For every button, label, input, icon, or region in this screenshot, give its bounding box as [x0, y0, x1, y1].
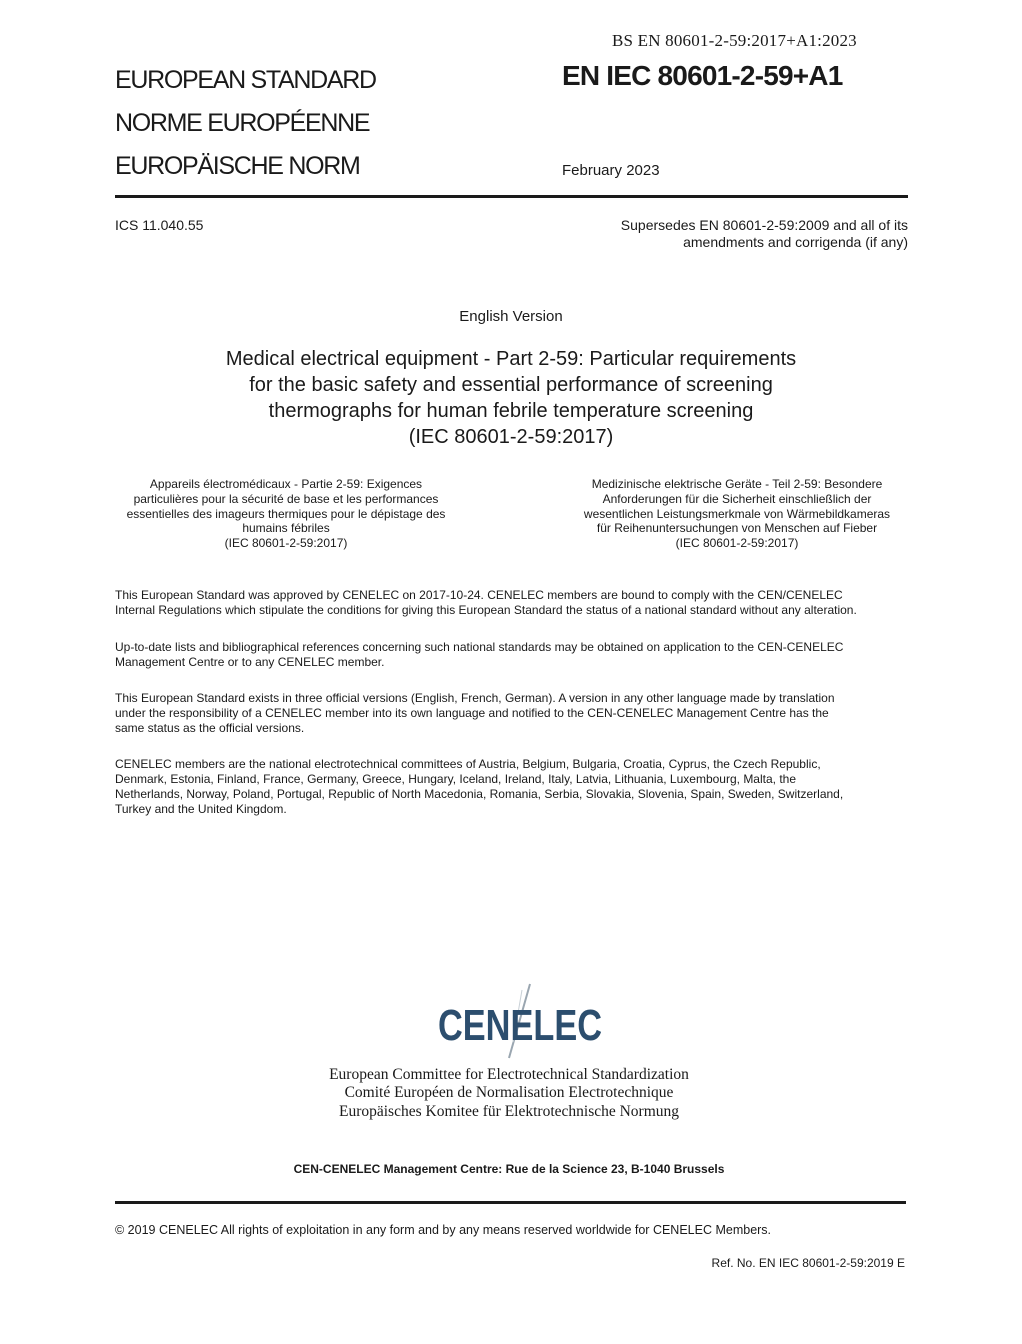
paragraph-line: CENELEC members are the national electrotechnical committees of Austria, Belgium, Bulgaria, Croatia, Cyprus, the Czech Republic,	[115, 757, 821, 771]
references-paragraph	[115, 640, 915, 670]
supersedes-line: amendments and corrigenda (if any)	[683, 234, 908, 250]
reference-number: Ref. No. EN IEC 80601-2-59:2019 E	[711, 1256, 905, 1270]
header-divider	[115, 195, 908, 198]
paragraph-line: under the responsibility of a CENELEC member into its own language and notified to the CEN-CENELEC Management Centre has the	[115, 706, 829, 720]
title-line: for the basic safety and essential performance of screening	[249, 374, 773, 396]
french-title-line: particulières pour la sécurité de base et les performances	[133, 491, 439, 506]
paragraph-line: This European Standard was approved by CENELEC on 2017-10-24. CENELEC members are bound to comply with the CEN/CENELEC	[115, 588, 843, 602]
supersedes-note	[548, 217, 908, 251]
title-norme-europeenne: NORME EUROPÉENNE	[115, 109, 370, 137]
org-name-english: European Committee for Electrotechnical Standardization	[329, 1066, 689, 1083]
german-title-line: (IEC 80601-2-59:2017)	[675, 536, 799, 551]
org-name-french: Comité Européen de Normalisation Electrotechnique	[344, 1084, 674, 1101]
paragraph-line: Internal Regulations which stipulate the conditions for giving this European Standard the status of a national standard without any alteration.	[115, 603, 857, 617]
paragraph-line: Up-to-date lists and bibliographical references concerning such national standards may be obtained on application to the CEN-CENELEC	[115, 640, 844, 654]
supersedes-line: Supersedes EN 80601-2-59:2009 and all of its	[620, 217, 908, 233]
document-title	[150, 346, 872, 450]
logo-text: CENELEC	[438, 1001, 602, 1050]
french-title-line: humains fébriles	[242, 521, 330, 536]
paragraph-line: Turkey and the United Kingdom.	[115, 802, 287, 816]
management-centre-address: CEN-CENELEC Management Centre: Rue de la Science 23, B-1040 Brussels	[293, 1162, 725, 1176]
paragraph-line: Management Centre or to any CENELEC member.	[115, 655, 385, 669]
title-line: thermographs for human febrile temperature screening	[268, 400, 754, 422]
ics-code: ICS 11.040.55	[115, 217, 204, 233]
org-name-german: Europäisches Komitee für Elektrotechnische Normung	[338, 1103, 680, 1120]
french-title-line: Appareils électromédicaux - Partie 2-59: Exigences	[149, 477, 423, 491]
title-line: Medical electrical equipment - Part 2-59: Particular requirements	[225, 348, 797, 370]
title-europaische-norm: EUROPÄISCHE NORM	[115, 152, 360, 180]
french-title-line: essentielles des imageurs thermiques pour le dépistage des	[126, 506, 446, 521]
paragraph-line: same status as the official versions.	[115, 721, 305, 735]
german-title-line: Medizinische elektrische Geräte - Teil 2-59: Besondere	[591, 477, 883, 491]
footer-divider	[115, 1201, 906, 1204]
cenelec-logo	[418, 982, 622, 1060]
versions-paragraph	[115, 691, 915, 736]
french-title-line: (IEC 80601-2-59:2017)	[224, 536, 348, 551]
paragraph-line: Netherlands, Norway, Poland, Portugal, Republic of North Macedonia, Romania, Serbia, Slovakia, Slovenia, Spain, Sweden, Switzerland,	[115, 787, 844, 801]
title-european-standard: EUROPEAN STANDARD	[115, 66, 376, 94]
paragraph-line: This European Standard exists in three official versions (English, French, German). A version in any other language made by translation	[115, 691, 835, 705]
standard-number: EN IEC 80601-2-59+A1	[562, 60, 843, 91]
german-title-line: Anforderungen für die Sicherheit einschließlich der	[602, 491, 872, 506]
publication-date: February 2023	[562, 162, 660, 179]
german-title-line: für Reihenuntersuchungen von Menschen auf Fieber	[596, 521, 878, 536]
german-title	[563, 477, 911, 551]
copyright-notice: © 2019 CENELEC All rights of exploitation in any form and by any means reserved worldwide for CENELEC Members.	[115, 1223, 772, 1237]
approval-paragraph	[115, 588, 915, 618]
german-title-line: wesentlichen Leistungsmerkmale von Wärmebildkameras	[583, 506, 891, 521]
bs-reference: BS EN 80601-2-59:2017+A1:2023	[612, 31, 857, 50]
paragraph-line: Denmark, Estonia, Finland, France, Germany, Greece, Hungary, Iceland, Ireland, Italy, Latvia, Lithuania, Luxembourg, Malta, the	[115, 772, 797, 786]
title-line: (IEC 80601-2-59:2017)	[408, 426, 614, 448]
french-title	[112, 477, 460, 551]
language-version: English Version	[459, 308, 563, 325]
members-paragraph	[115, 757, 915, 817]
